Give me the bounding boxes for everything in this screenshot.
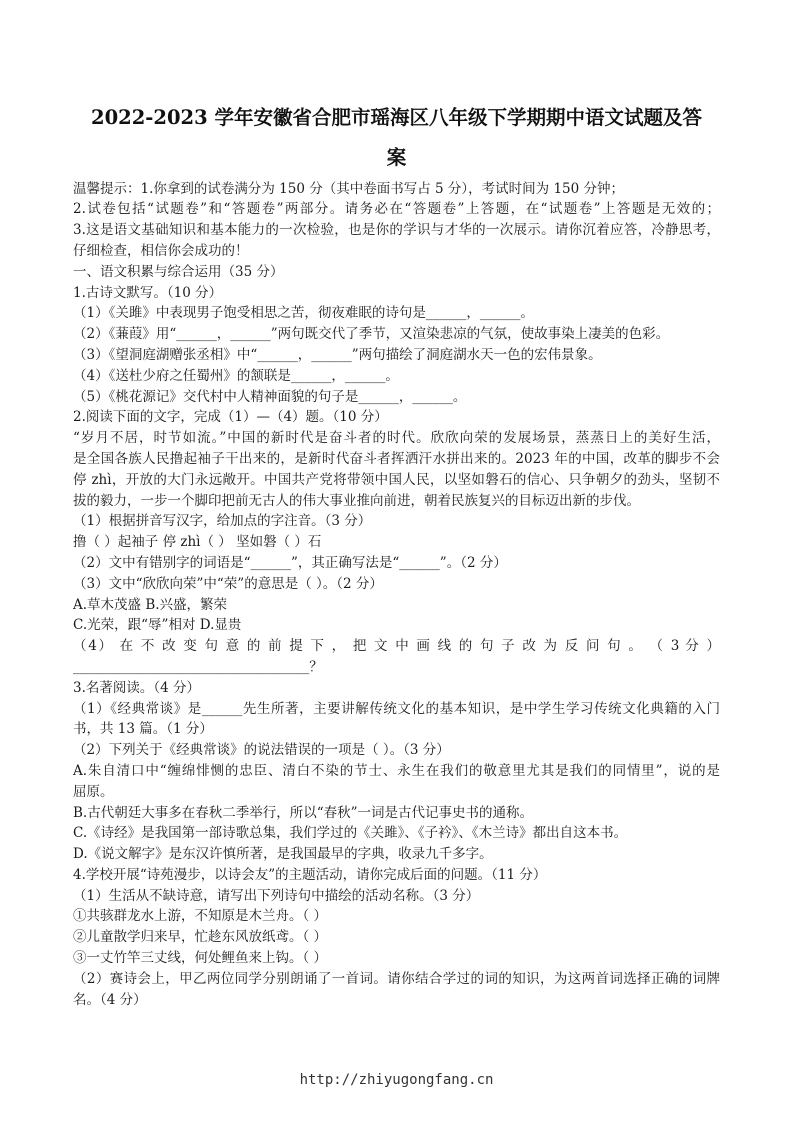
notice-block: [73, 179, 720, 262]
sub-question-prompt: （4） 在 不 改 变 句 意 的 前 提 下 ， 把 文 中 画 线 的 句 子 改 为 反 问 句 。 （ 3 分 ）: [73, 638, 720, 655]
passage-line: “岁月不居，时节如流。”中国的新时代是奋斗者的时代。欣欣向荣的发展场景，蒸蒸日上的美好生活，: [73, 430, 720, 447]
fill-blank-line: 撸（ ）起袖子 停 zhì（ ） 坚如磐（ ）石: [73, 534, 322, 551]
question-1: [73, 283, 720, 408]
passage-line: 拔的毅力，一步一个脚印把前无古人的伟大事业推向前进，朝着民族复兴的目标迈出新的步伐。: [73, 492, 640, 509]
sub-question-prompt: （1）生活从不缺诗意，请写出下列诗句中描绘的活动名称。（3 分）: [73, 887, 480, 904]
option-line: B.古代朝廷大事多在春秋二季举行，所以“春秋”一词是古代记事史书的通称。: [73, 804, 534, 821]
footer-url: http://zhiyugongfang.cn: [299, 1072, 494, 1088]
sub-question-prompt: （3）文中“欣欣向荣”中“荣”的意思是（ ）。（2 分）: [73, 575, 383, 592]
question-4: [73, 865, 720, 1011]
verse-line: ②儿童散学归来早，忙趁东风放纸鸢。（ ）: [73, 929, 328, 946]
page-title: [0, 98, 793, 178]
answer-line: ___________________________________？: [73, 658, 323, 675]
sub-question-prompt: （2）下列关于《经典常谈》的说法错误的一项是（ ）。（3 分）: [73, 742, 450, 759]
question-item: （4）《送杜少府之任蜀州》的颔联是______，______。: [73, 367, 399, 384]
page-title-line-2: 案: [386, 146, 407, 169]
question-2: [73, 407, 720, 677]
question-heading: 4.学校开展“诗苑漫步，以诗会友”的主题活动，请你完成后面的问题。（11 分）: [73, 866, 547, 883]
page-title-line-1: 2022-2023 学年安徽省合肥市瑶海区八年级下学期期中语文试题及答: [91, 106, 702, 129]
question-heading: 2.阅读下面的文字，完成（1）—（4）题。（10 分）: [73, 409, 388, 426]
question-3: [73, 678, 720, 865]
notice-line: 仔细检查，相信你会成功的！: [73, 242, 249, 259]
verse-line: ③一丈竹竿三丈线，何处鲤鱼来上钩。（ ）: [73, 950, 328, 967]
option-line: C.《诗经》是我国第一部诗歌总集，我们学过的《关雎》、《子衿》、《木兰诗》都出自这本书。: [73, 825, 628, 842]
notice-line: 温馨提示：1.你拿到的试卷满分为 150 分（其中卷面书写占 5 分），考试时间为 150 分钟；: [73, 180, 625, 197]
question-heading: 3.名著阅读。（4 分）: [73, 679, 201, 696]
exam-content: [73, 179, 720, 1011]
question-item: （3）《望洞庭湖赠张丞相》中“______，______”两句描绘了洞庭湖水天一色的宏伟景象。: [73, 346, 602, 363]
option-line: D.《说文解字》是东汉许慎所著，是我国最早的字典，收录九千多字。: [73, 846, 493, 863]
question-heading: 1.古诗文默写。（10 分）: [73, 284, 223, 301]
sub-question-prompt: 书，共 13 篇。（1 分）: [73, 721, 213, 738]
option-line: 屈原。: [73, 783, 114, 800]
option-line: A.草木茂盛 B.兴盛，繁荣: [73, 596, 228, 613]
question-item: （1）《关雎》中表现男子饱受相思之苦，彻夜难眠的诗句是______，______。: [73, 305, 534, 322]
option-line: A.朱自清口中“缠绵悱恻的忠臣、清白不染的节士、永生在我们的敬意里尤其是我们的同情里”，说的是: [73, 762, 720, 779]
notice-line: 2.试卷包括“试题卷”和“答题卷”两部分。请务必在“答题卷”上答题，在“试题卷”上答题是无效的；: [73, 201, 720, 218]
sub-question-prompt: （1）《经典常谈》是______先生所著，主要讲解传统文化的基本知识，是中学生学习传统文化典籍的入门: [73, 700, 720, 717]
passage-line: 是全国各族人民撸起袖子干出来的，是新时代奋斗者挥洒汗水拼出来的。2023 年的中国，改革的脚步不会: [73, 450, 720, 467]
section-1: [73, 262, 720, 1011]
sub-question-prompt: （1）根据拼音写汉字，给加点的字注音。（3 分）: [73, 513, 372, 530]
reading-passage: [73, 428, 720, 511]
question-item: （2）《蒹葭》用“______，______”两句既交代了季节，又渲染悲凉的气氛，使故事染上凄美的色彩。: [73, 326, 670, 343]
question-item: （5）《桃花源记》交代村中人精神面貌的句子是______，______。: [73, 388, 467, 405]
sub-question-prompt: （2）赛诗会上，甲乙两位同学分别朗诵了一首词。请你结合学过的词的知识，为这两首词选择正确的词牌: [73, 970, 720, 987]
notice-line: 3.这是语文基础知识和基本能力的一次检验，也是你的学识与才华的一次展示。请你沉着应答，冷静思考，: [73, 222, 720, 239]
section-heading: 一、语文积累与综合运用（35 分）: [73, 263, 284, 280]
verse-line: ①共骇群龙水上游，不知原是木兰舟。（ ）: [73, 908, 328, 925]
passage-line: 停 zhì，开放的大门永远敞开。中国共产党将带领中国人民，以坚如磐石的信心、只争朝夕的劲头，坚韧不: [73, 471, 720, 488]
sub-question-prompt: （2）文中有错别字的词语是“______”，其正确写法是“______”。（2 分）: [73, 554, 507, 571]
sub-question-prompt: 名。（4 分）: [73, 991, 147, 1008]
option-line: C.光荣，跟“辱”相对 D.显贵: [73, 617, 242, 634]
